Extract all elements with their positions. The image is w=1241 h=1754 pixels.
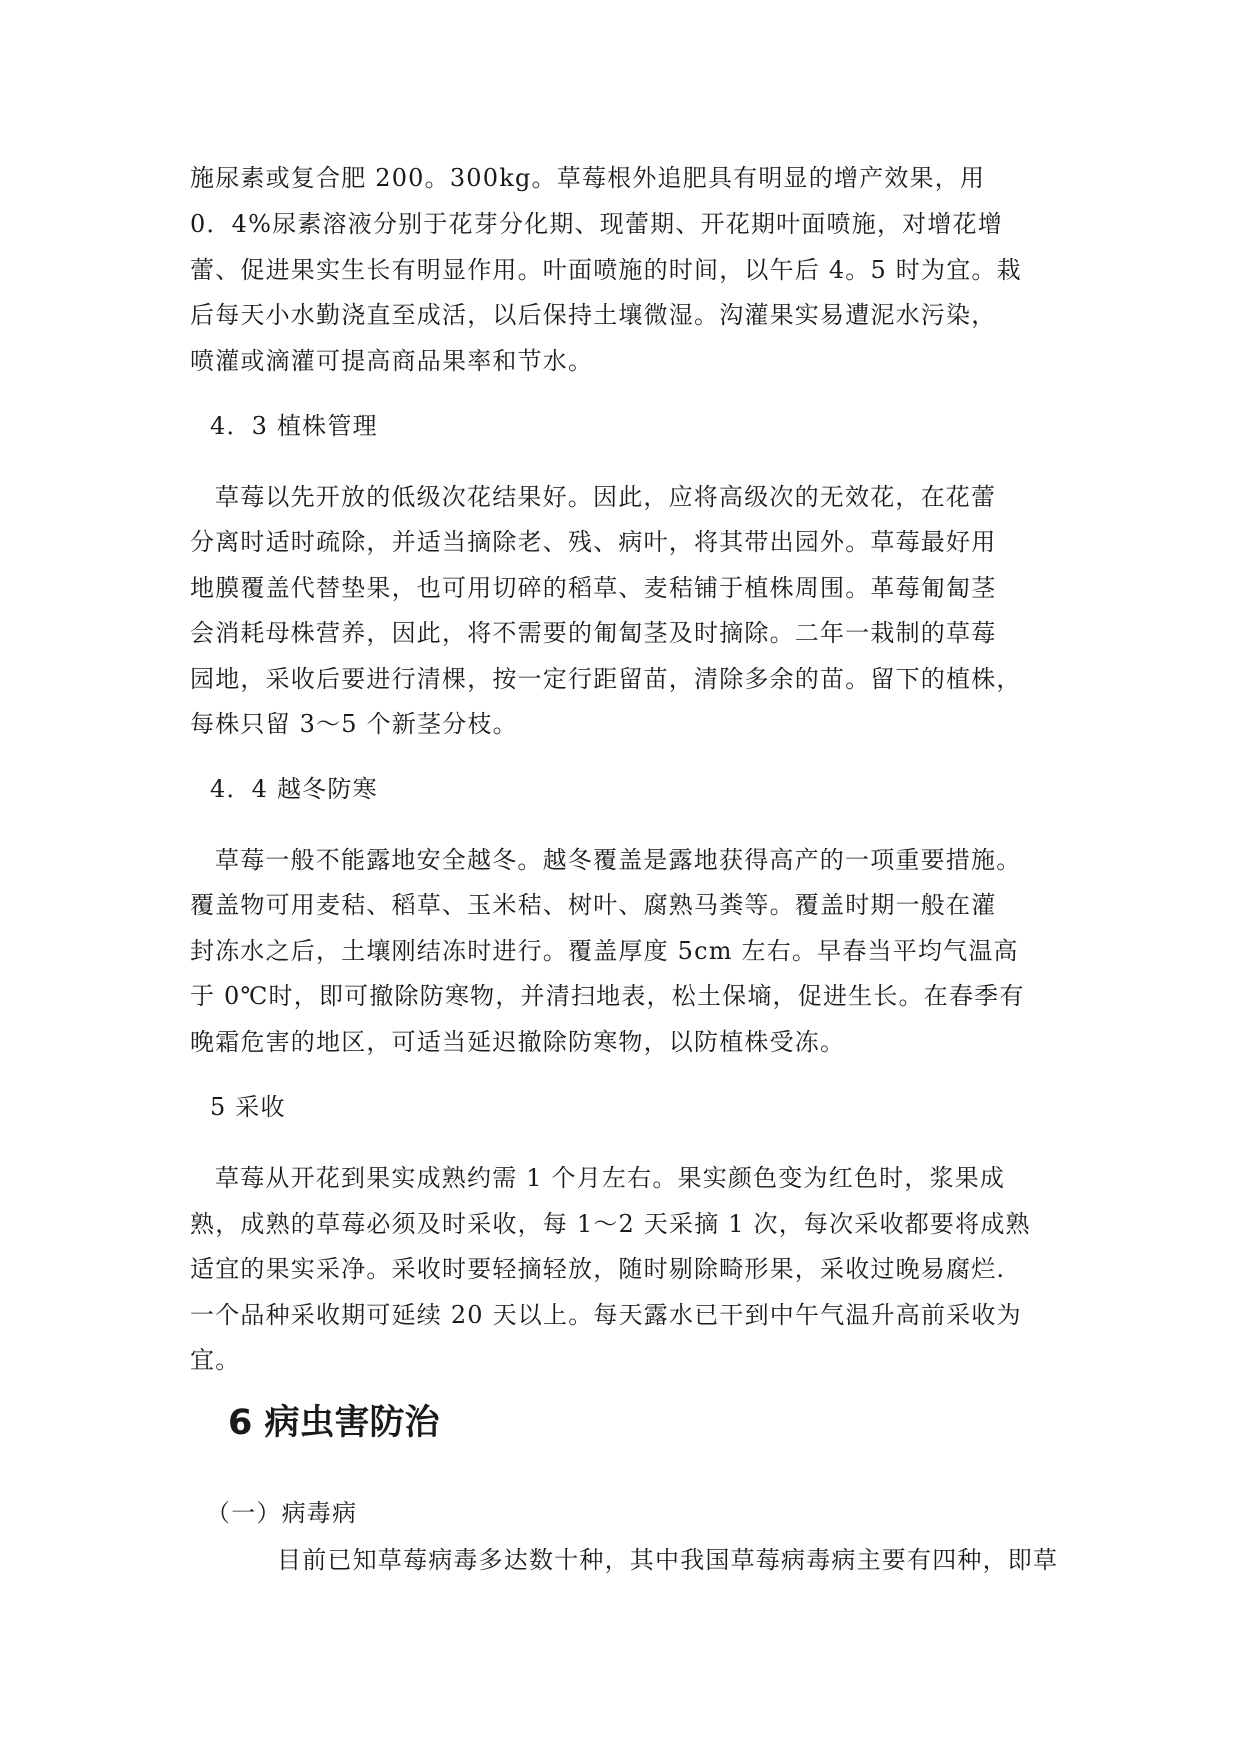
paragraph-line: 喷灌或滴灌可提高商品果率和节水。 [190, 347, 594, 375]
paragraph-line: 目前已知草莓病毒多达数十种，其中我国草莓病毒病主要有四种，即草 [277, 1546, 1059, 1574]
paragraph-line: 一个品种采收期可延续 20 天以上。每天露水已干到中午气温升高前采收为 [190, 1301, 1022, 1329]
paragraph-line: 晚霜危害的地区，可适当延迟撤除防寒物，以防植株受冻。 [190, 1028, 846, 1056]
paragraph-line: 会消耗母株营养，因此，将不需要的匍匐茎及时摘除。二年一栽制的草莓 [190, 619, 997, 647]
paragraph-line: 草莓以先开放的低级次花结果好。因此，应将高级次的无效花，在花蕾 [215, 483, 997, 511]
paragraph-line: 覆盖物可用麦秸、稻草、玉米秸、树叶、腐熟马粪等。覆盖时期一般在灌 [190, 891, 997, 919]
paragraph-line: 0．4%尿素溶液分别于花芽分化期、现蕾期、开花期叶面喷施，对增花增 [190, 210, 1003, 238]
paragraph-line: 适宜的果实采净。采收时要轻摘轻放，随时剔除畸形果，采收过晚易腐烂. [190, 1255, 1006, 1283]
paragraph-line: 熟，成熟的草莓必须及时采收，每 1～2 天采摘 1 次，每次采收都要将成熟 [190, 1210, 1031, 1238]
section-title-4-4: 4．4 越冬防寒 [210, 775, 378, 803]
paragraph-line: 封冻水之后，土壤刚结冻时进行。覆盖厚度 5cm 左右。早春当平均气温高 [190, 937, 1019, 965]
paragraph-line: 后每天小水勤浇直至成活，以后保持土壤微湿。沟灌果实易遭泥水污染， [190, 301, 997, 329]
section-title-5: 5 采收 [210, 1093, 286, 1121]
paragraph-line: 每株只留 3～5 个新茎分枝。 [190, 710, 518, 738]
section-title-4-3: 4．3 植株管理 [210, 412, 378, 440]
paragraph-line: 蕾、促进果实生长有明显作用。叶面喷施的时间，以午后 4。5 时为宜。栽 [190, 256, 1022, 284]
chapter-heading-6: 6 病虫害防治 [228, 1403, 440, 1443]
paragraph-line: 宜。 [190, 1346, 241, 1374]
paragraph-line: 草莓一般不能露地安全越冬。越冬覆盖是露地获得高产的一项重要措施。 [215, 846, 1022, 874]
paragraph-line: 园地，采收后要进行清棵，按一定行距留苗，清除多余的苗。留下的植株， [190, 665, 1022, 693]
paragraph-line: 草莓从开花到果实成熟约需 1 个月左右。果实颜色变为红色时，浆果成 [215, 1164, 1006, 1192]
subsection-title-virus: （一）病毒病 [206, 1499, 358, 1527]
paragraph-line: 地膜覆盖代替垫果，也可用切碎的稻草、麦秸铺于植株周围。革莓匍匐茎 [190, 574, 997, 602]
paragraph-line: 于 0℃时，即可撤除防寒物，并清扫地表，松土保墒，促进生长。在春季有 [190, 982, 1025, 1010]
paragraph-line: 施尿素或复合肥 200。300kg。草莓根外追肥具有明显的增产效果，用 [190, 164, 986, 192]
paragraph-line: 分离时适时疏除，并适当摘除老、残、病叶，将其带出园外。草莓最好用 [190, 528, 997, 556]
